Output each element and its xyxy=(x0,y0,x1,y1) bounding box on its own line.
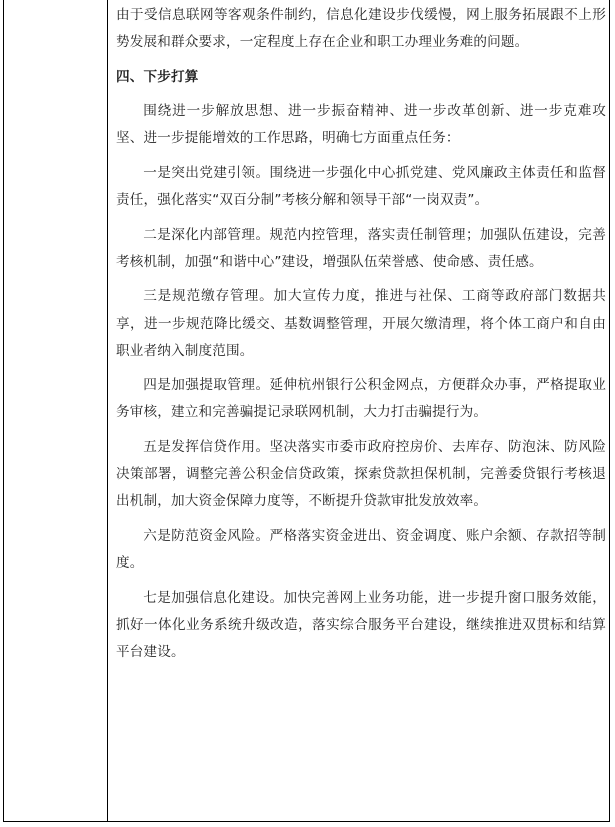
document-table xyxy=(3,0,610,822)
task-paragraph-6: 六是防范资金风险。严格落实资金进出、资金调度、账户余额、存款招等制度。 xyxy=(116,527,606,572)
section-heading: 四、下步打算 xyxy=(116,68,199,85)
table-label-cell xyxy=(4,0,107,821)
table-content-cell xyxy=(116,0,606,673)
column-divider xyxy=(107,0,108,821)
continuation-paragraph: 由于受信息联网等客观条件制约，信息化建设步伐缓慢，网上服务拓展跟不上形势发展和群众要求，一定程度上存在企业和职工办理业务难的问题。 xyxy=(116,7,606,51)
task-paragraph-3: 三是规范缴存管理。加大宣传力度，推进与社保、工商等政府部门数据共享，进一步规范降比缓交、基数调整管理，开展欠缴清理，将个体工商户和自由职业者纳入制度范围。 xyxy=(116,288,606,359)
intro-paragraph: 围绕进一步解放思想、进一步振奋精神、进一步改革创新、进一步克难攻坚、进一步提能增效的工作思路，明确七方面重点任务： xyxy=(116,103,606,147)
task-paragraph-5: 五是发挥信贷作用。坚决落实市委市政府控房价、去库存、防泡沫、防风险决策部署，调整完善公积金信贷政策，探索贷款担保机制，完善委贷银行考核退出机制，加大资金保障力度等，不断提升贷款审批发放效率。 xyxy=(116,438,606,510)
task-paragraph-1: 一是突出党建引领。围绕进一步强化中心抓党建、党风廉政主体责任和监督责任，强化落实“双百分制”考核分解和领导干部“一岗双责”。 xyxy=(116,164,606,209)
task-paragraph-4: 四是加强提取管理。延伸杭州银行公积金网点，方便群众办事，严格提取业务审核，建立和完善骗提记录联网机制，大力打击骗提行为。 xyxy=(116,377,606,421)
task-paragraph-2: 二是深化内部管理。规范内控管理，落实责任制管理；加强队伍建设，完善考核机制，加强“和谐中心”建设，增强队伍荣誉感、使命感、责任感。 xyxy=(116,226,606,270)
task-paragraph-7: 七是加强信息化建设。加快完善网上业务功能，进一步提升窗口服务效能，抓好一体化业务系统升级改造，落实综合服务平台建设，继续推进双贯标和结算平台建设。 xyxy=(116,589,606,660)
